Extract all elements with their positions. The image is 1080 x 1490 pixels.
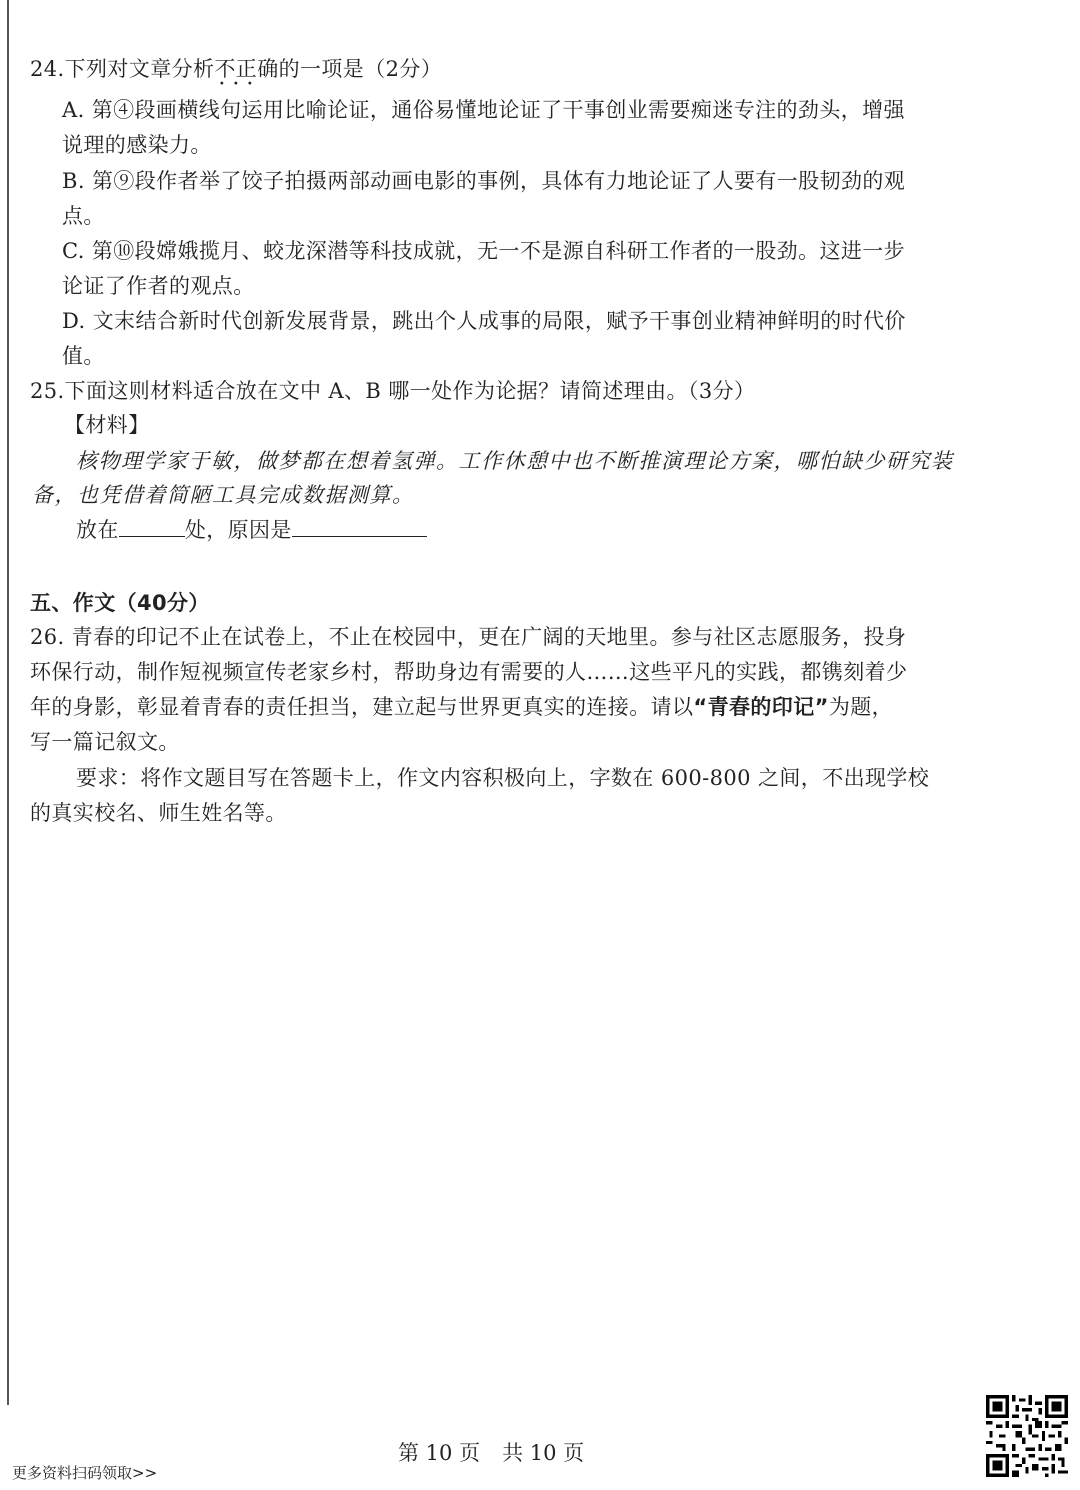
q24-emphasis-text: 不正确 · · · — [214, 54, 278, 84]
q24-option-b-line1: B. 第⑨段作者举了饺子拍摄两部动画电影的事例，具体有力地论证了人要有一股韧劲的观 — [62, 169, 906, 193]
q25-material-line2: 备，也凭借着简陋工具完成数据测算。 — [32, 483, 415, 507]
q26-requirement-line1: 要求：将作文题目写在答题卡上，作文内容积极向上，字数在 600-800 之间，不出现学校 — [76, 766, 930, 790]
q26-line3 — [30, 692, 893, 722]
page-number: 第 10 页 — [398, 1441, 481, 1465]
q24-option-c-line2: 论证了作者的观点。 — [62, 274, 255, 298]
q24-option-a-line2: 说理的感染力。 — [62, 133, 212, 157]
qr-code-icon[interactable] — [986, 1395, 1068, 1477]
q25-reason-prefix: 处，原因是 — [184, 518, 292, 542]
q26-essay-title: “青春的印记” — [693, 695, 829, 719]
q24-stem — [30, 54, 442, 84]
q25-material-line1: 核物理学家于敏，做梦都在想着氢弹。工作休憩中也不断推演理论方案，哪怕缺少研究装 — [76, 449, 954, 473]
page-total: 共 10 页 — [502, 1441, 585, 1465]
q24-option-d-line2: 值。 — [62, 344, 105, 368]
q25-stem: 25.下面这则材料适合放在文中 A、B 哪一处作为论据？请简述理由。（3分） — [30, 379, 756, 403]
section-five-title: 五、作文（40分） — [30, 591, 210, 615]
q26-line3-suffix: 为题， — [828, 695, 894, 719]
q24-option-c-line1: C. 第⑩段嫦娥揽月、蛟龙深潜等科技成就，无一不是源自科研工作者的一股劲。这进一步 — [62, 239, 906, 263]
q24-option-b-line2: 点。 — [62, 204, 105, 228]
q25-answer-line — [76, 514, 427, 545]
q25-material-label: 【材料】 — [64, 413, 150, 437]
scan-code-note: 更多资料扫码领取>> — [12, 1464, 158, 1482]
q26-line2: 环保行动，制作短视频宣传老家乡村，帮助身边有需要的人……这些平凡的实践，都镌刻着少 — [30, 660, 908, 684]
q26-line1: 26. 青春的印记不止在试卷上，不止在校园中，更在广阔的天地里。参与社区志愿服务，投身 — [30, 625, 907, 649]
q26-line4: 写一篇记叙文。 — [30, 730, 180, 754]
q25-answer-prefix: 放在 — [76, 518, 119, 542]
q25-position-blank — [119, 514, 185, 537]
q24-stem-prefix: 24.下列对文章分析 — [30, 57, 215, 81]
page-footer — [398, 1437, 606, 1467]
q24-option-a-line1: A. 第④段画横线句运用比喻论证，通俗易懂地论证了干事创业需要痴迷专注的劲头，增强 — [62, 98, 905, 122]
q26-line3-prefix: 年的身影，彰显着青春的责任担当，建立起与世界更真实的连接。请以 — [30, 695, 694, 719]
q25-reason-blank — [292, 514, 427, 537]
q26-requirement-line2: 的真实校名、师生姓名等。 — [30, 801, 287, 825]
q24-option-d-line1: D. 文末结合新时代创新发展背景，跳出个人成事的局限，赋予干事创业精神鲜明的时代价 — [62, 309, 906, 333]
q24-stem-suffix: 的一项是（2分） — [278, 57, 443, 81]
